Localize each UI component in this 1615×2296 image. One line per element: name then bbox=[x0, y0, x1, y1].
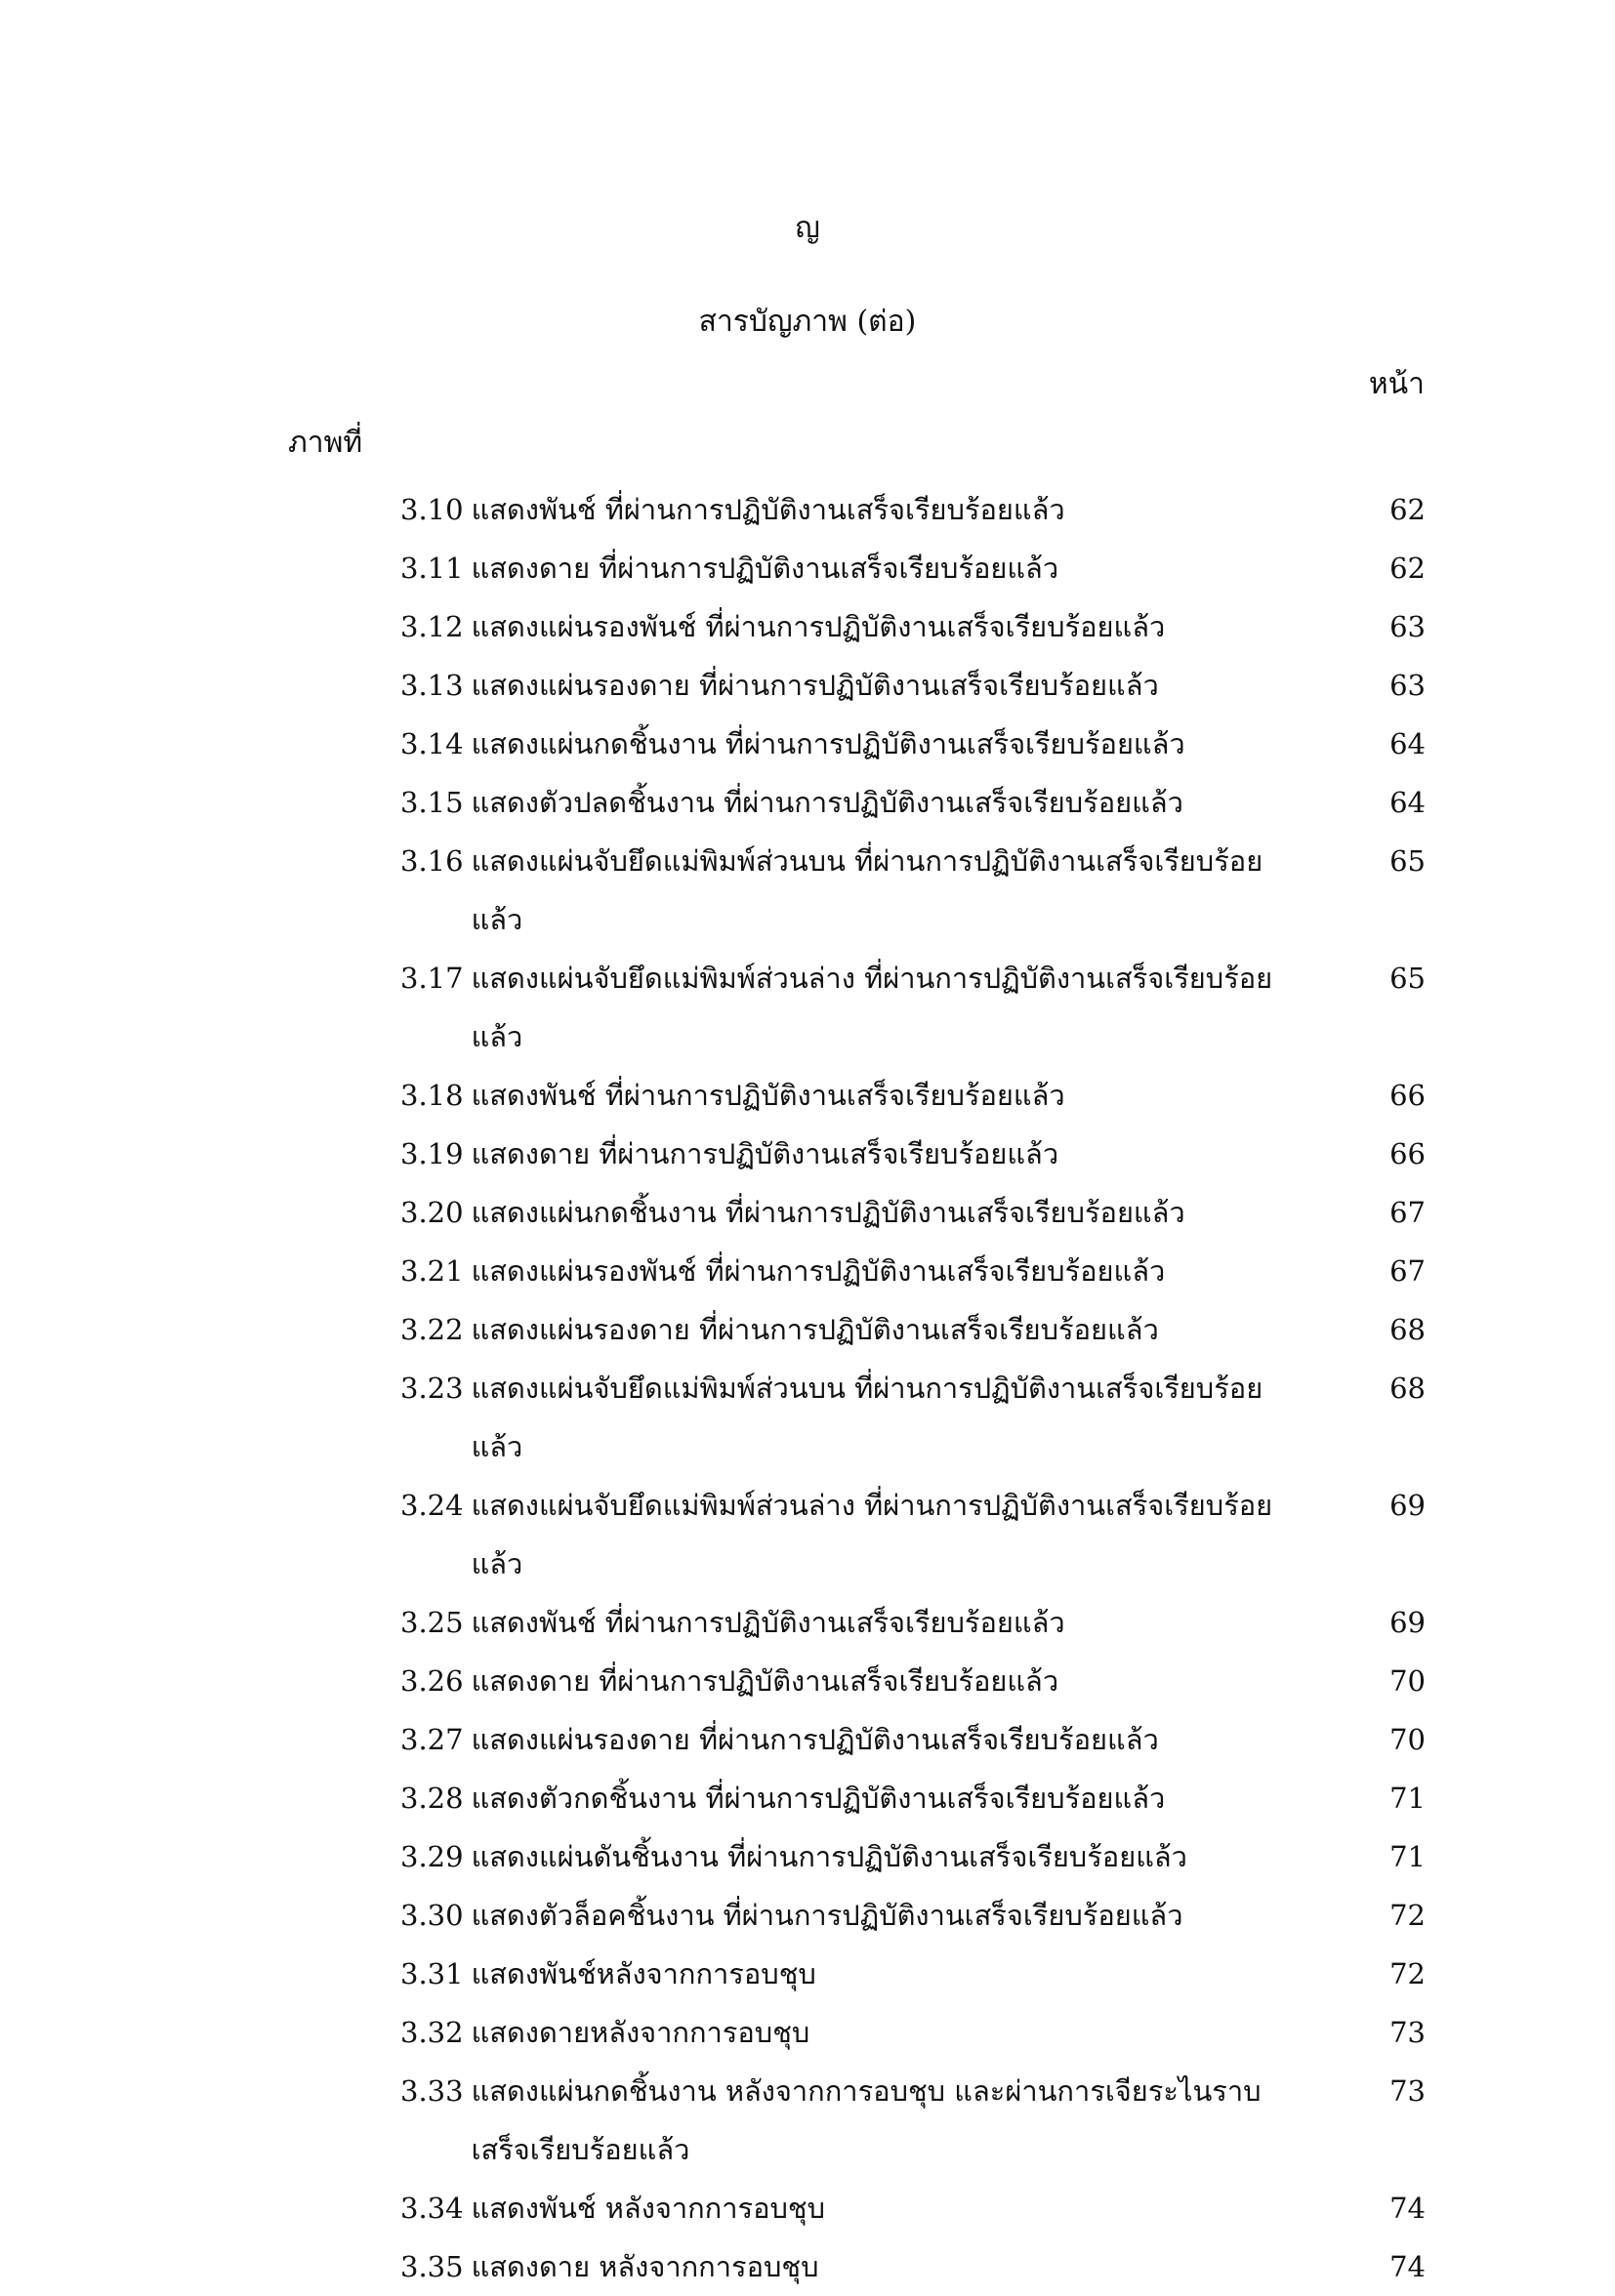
figure-number: 3.29 bbox=[400, 1840, 464, 1873]
figure-number: 3.15 bbox=[400, 786, 464, 819]
page-number: ญ bbox=[795, 211, 820, 245]
figure-entry[interactable] bbox=[400, 2062, 1426, 2179]
figure-caption: แสดงแผ่นกดชิ้นงาน หลังจากการอบชุบ และผ่านการเจียระไนราบ เสร็จเรียบร้อยแล้ว bbox=[471, 2074, 1262, 2166]
figure-entry[interactable] bbox=[400, 1359, 1426, 1476]
figure-caption: แสดงแผ่นรองดาย ที่ผ่านการปฏิบัติงานเสร็จเรียบร้อยแล้ว bbox=[471, 669, 1159, 702]
figure-entry[interactable] bbox=[400, 1710, 1426, 1769]
page-title: สารบัญภาพ (ต่อ) bbox=[698, 305, 917, 339]
figure-page-number: 62 bbox=[1389, 493, 1426, 526]
figure-caption: แสดงดายหลังจากการอบชุบ bbox=[471, 2016, 810, 2049]
figure-number: 3.19 bbox=[400, 1137, 464, 1170]
figure-page-number: 71 bbox=[1389, 1840, 1426, 1873]
figure-number: 3.10 bbox=[400, 493, 464, 526]
figure-caption: แสดงดาย ที่ผ่านการปฏิบัติงานเสร็จเรียบร้อยแล้ว bbox=[471, 1664, 1059, 1698]
figure-number: 3.33 bbox=[400, 2074, 464, 2108]
figure-number: 3.22 bbox=[400, 1313, 464, 1346]
figure-caption: แสดงตัวกดชิ้นงาน ที่ผ่านการปฏิบัติงานเสร็จเรียบร้อยแล้ว bbox=[471, 1782, 1166, 1815]
figure-number: 3.16 bbox=[400, 844, 464, 878]
figure-number: 3.31 bbox=[400, 1957, 464, 1990]
figure-caption: แสดงพันช์ ที่ผ่านการปฏิบัติงานเสร็จเรียบร้อยแล้ว bbox=[471, 1606, 1065, 1639]
figure-caption: แสดงพันช์ หลังจากการอบชุบ bbox=[471, 2192, 826, 2225]
figure-entry[interactable] bbox=[400, 480, 1426, 539]
figure-number: 3.23 bbox=[400, 1372, 464, 1405]
figure-number: 3.27 bbox=[400, 1723, 464, 1756]
figure-entry[interactable] bbox=[400, 1945, 1426, 2003]
figure-page-number: 67 bbox=[1389, 1254, 1426, 1288]
figure-number: 3.34 bbox=[400, 2192, 464, 2225]
figure-entry[interactable] bbox=[400, 715, 1426, 773]
figure-page-number: 66 bbox=[1389, 1137, 1426, 1170]
figure-caption: แสดงแผ่นกดชิ้นงาน ที่ผ่านการปฏิบัติงานเสร็จเรียบร้อยแล้ว bbox=[471, 1196, 1185, 1229]
figure-caption: แสดงดาย หลังจากการอบชุบ bbox=[471, 2250, 819, 2283]
figure-caption: แสดงพันช์ ที่ผ่านการปฏิบัติงานเสร็จเรียบร้อยแล้ว bbox=[471, 493, 1065, 526]
figure-number: 3.11 bbox=[400, 552, 464, 585]
figure-caption: แสดงดาย ที่ผ่านการปฏิบัติงานเสร็จเรียบร้อยแล้ว bbox=[471, 1137, 1059, 1170]
figure-page-number: 63 bbox=[1389, 610, 1426, 643]
figure-page-number: 72 bbox=[1389, 1957, 1426, 1990]
figure-number: 3.28 bbox=[400, 1782, 464, 1815]
figure-number: 3.25 bbox=[400, 1606, 464, 1639]
figure-entry[interactable] bbox=[400, 1242, 1426, 1300]
figure-number: 3.26 bbox=[400, 1664, 464, 1698]
figure-entry[interactable] bbox=[400, 2003, 1426, 2062]
figure-caption: แสดงแผ่นรองดาย ที่ผ่านการปฏิบัติงานเสร็จเรียบร้อยแล้ว bbox=[471, 1723, 1159, 1756]
figure-caption: แสดงพันช์ ที่ผ่านการปฏิบัติงานเสร็จเรียบร้อยแล้ว bbox=[471, 1079, 1065, 1112]
figure-page-number: 74 bbox=[1389, 2250, 1426, 2283]
figure-number: 3.17 bbox=[400, 962, 464, 995]
figure-page-number: 73 bbox=[1389, 2074, 1426, 2108]
figure-caption: แสดงแผ่นกดชิ้นงาน ที่ผ่านการปฏิบัติงานเสร็จเรียบร้อยแล้ว bbox=[471, 727, 1185, 760]
figure-entry[interactable] bbox=[400, 2179, 1426, 2237]
figure-caption: แสดงพันช์หลังจากการอบชุบ bbox=[471, 1957, 816, 1990]
figure-entry[interactable] bbox=[400, 949, 1426, 1066]
figure-page-number: 69 bbox=[1389, 1489, 1426, 1522]
figure-caption: แสดงดาย ที่ผ่านการปฏิบัติงานเสร็จเรียบร้อยแล้ว bbox=[471, 552, 1059, 585]
figure-caption: แสดงแผ่นรองดาย ที่ผ่านการปฏิบัติงานเสร็จเรียบร้อยแล้ว bbox=[471, 1313, 1159, 1346]
figure-caption: แสดงแผ่นดันชิ้นงาน ที่ผ่านการปฏิบัติงานเสร็จเรียบร้อยแล้ว bbox=[471, 1840, 1187, 1873]
figure-page-number: 66 bbox=[1389, 1079, 1426, 1112]
figure-page-number: 67 bbox=[1389, 1196, 1426, 1229]
figure-number: 3.32 bbox=[400, 2016, 464, 2049]
figure-entry[interactable] bbox=[400, 1476, 1426, 1593]
figure-number: 3.13 bbox=[400, 669, 464, 702]
figure-page-number: 63 bbox=[1389, 669, 1426, 702]
figure-caption: แสดงแผ่นจับยึดแม่พิมพ์ส่วนบน ที่ผ่านการปฏิบัติงานเสร็จเรียบร้อยแล้ว bbox=[471, 844, 1263, 936]
figure-entry[interactable] bbox=[400, 1769, 1426, 1827]
figure-number: 3.14 bbox=[400, 727, 464, 760]
figure-entry[interactable] bbox=[400, 1593, 1426, 1652]
figure-page-number: 62 bbox=[1389, 552, 1426, 585]
figure-entry[interactable] bbox=[400, 1125, 1426, 1183]
figure-caption: แสดงแผ่นจับยึดแม่พิมพ์ส่วนล่าง ที่ผ่านการปฏิบัติงานเสร็จเรียบร้อยแล้ว bbox=[471, 962, 1273, 1053]
figure-caption: แสดงแผ่นจับยึดแม่พิมพ์ส่วนบน ที่ผ่านการปฏิบัติงานเสร็จเรียบร้อยแล้ว bbox=[471, 1372, 1263, 1463]
figure-page-number: 68 bbox=[1389, 1313, 1426, 1346]
page-column-header: หน้า bbox=[1368, 367, 1425, 401]
figure-entry[interactable] bbox=[400, 1886, 1426, 1945]
figure-number: 3.20 bbox=[400, 1196, 464, 1229]
figure-page-number: 65 bbox=[1389, 962, 1426, 995]
figure-page-number: 65 bbox=[1389, 844, 1426, 878]
figure-entry[interactable] bbox=[400, 656, 1426, 715]
figure-caption: แสดงแผ่นรองพันช์ ที่ผ่านการปฏิบัติงานเสร็จเรียบร้อยแล้ว bbox=[471, 610, 1166, 643]
figure-caption: แสดงแผ่นจับยึดแม่พิมพ์ส่วนล่าง ที่ผ่านการปฏิบัติงานเสร็จเรียบร้อยแล้ว bbox=[471, 1489, 1273, 1580]
figure-page-number: 64 bbox=[1389, 786, 1426, 819]
figure-number: 3.35 bbox=[400, 2250, 464, 2283]
figure-entry[interactable] bbox=[400, 1300, 1426, 1359]
figure-list bbox=[400, 480, 1426, 2296]
figure-page-number: 73 bbox=[1389, 2016, 1426, 2049]
figure-entry[interactable] bbox=[400, 597, 1426, 656]
figure-entry[interactable] bbox=[400, 1652, 1426, 1710]
figure-caption: แสดงแผ่นรองพันช์ ที่ผ่านการปฏิบัติงานเสร็จเรียบร้อยแล้ว bbox=[471, 1254, 1166, 1288]
figure-number: 3.24 bbox=[400, 1489, 464, 1522]
figure-entry[interactable] bbox=[400, 773, 1426, 832]
figure-entry[interactable] bbox=[400, 832, 1426, 949]
figure-number: 3.12 bbox=[400, 610, 464, 643]
figure-page-number: 69 bbox=[1389, 1606, 1426, 1639]
figure-entry[interactable] bbox=[400, 1066, 1426, 1125]
figure-label: ภาพที่ bbox=[288, 426, 363, 460]
figure-entry[interactable] bbox=[400, 539, 1426, 597]
figure-page-number: 74 bbox=[1389, 2192, 1426, 2225]
figure-entry[interactable] bbox=[400, 1183, 1426, 1242]
figure-page-number: 72 bbox=[1389, 1899, 1426, 1932]
figure-page-number: 68 bbox=[1389, 1372, 1426, 1405]
figure-entry[interactable] bbox=[400, 2237, 1426, 2296]
figure-caption: แสดงตัวปลดชิ้นงาน ที่ผ่านการปฏิบัติงานเสร็จเรียบร้อยแล้ว bbox=[471, 786, 1183, 819]
figure-number: 3.30 bbox=[400, 1899, 464, 1932]
figure-page-number: 70 bbox=[1389, 1664, 1426, 1698]
figure-entry[interactable] bbox=[400, 1827, 1426, 1886]
figure-page-number: 70 bbox=[1389, 1723, 1426, 1756]
figure-page-number: 71 bbox=[1389, 1782, 1426, 1815]
figure-number: 3.21 bbox=[400, 1254, 464, 1288]
figure-page-number: 64 bbox=[1389, 727, 1426, 760]
figure-number: 3.18 bbox=[400, 1079, 464, 1112]
figure-caption: แสดงตัวล็อคชิ้นงาน ที่ผ่านการปฏิบัติงานเสร็จเรียบร้อยแล้ว bbox=[471, 1899, 1183, 1932]
